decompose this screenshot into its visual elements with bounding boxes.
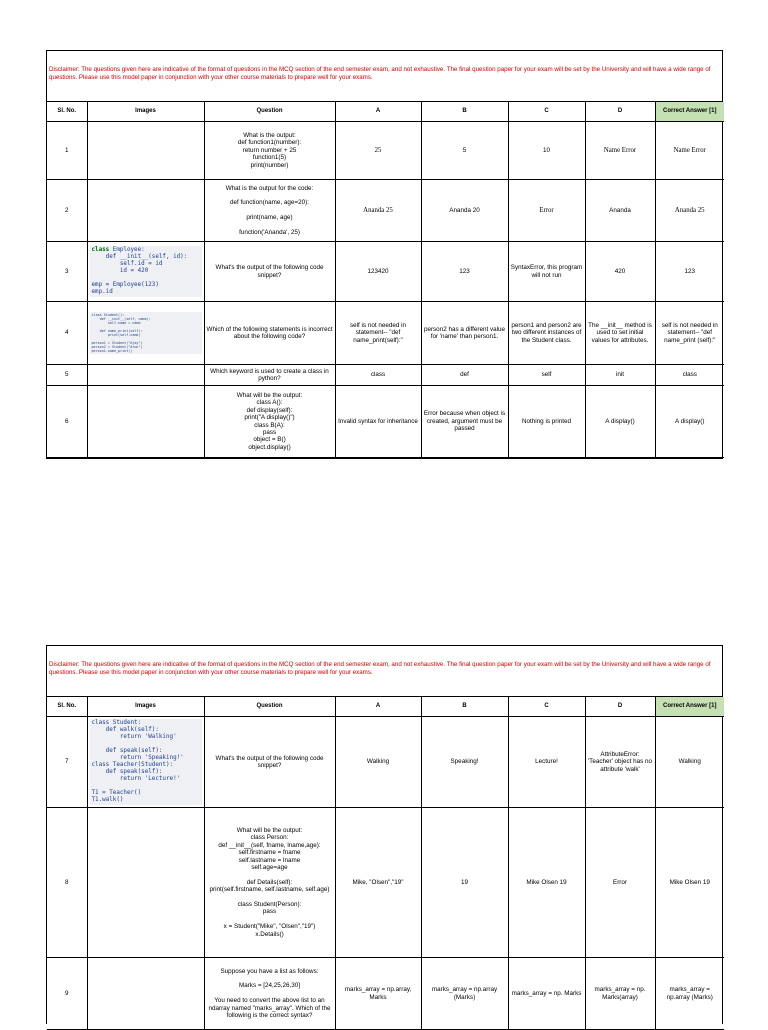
code-line: def speak(self): — [91, 769, 163, 775]
option-c: Nothing is printed — [508, 386, 585, 458]
image-cell — [87, 386, 204, 458]
code-line: person1 = Student("Ajay") — [91, 341, 143, 346]
image-cell — [87, 958, 204, 1030]
table-row — [47, 365, 724, 386]
question-line: x.Details() — [255, 930, 284, 938]
image-cell — [87, 122, 204, 180]
header-images: Images — [87, 102, 204, 122]
question-line: Suppose you have a list as follows: — [220, 967, 319, 975]
code-line: class Student: — [91, 720, 142, 726]
table-row — [47, 717, 724, 808]
header-d: D — [585, 697, 655, 717]
question-line: class B(A): — [254, 421, 285, 429]
option-c: self — [508, 365, 585, 386]
option-a: Mike, "Olsen","19" — [335, 808, 421, 958]
option-c: Lecture! — [508, 717, 585, 808]
question-cell: Which of the following statements is incorrect about the following code? — [204, 302, 335, 365]
code-line: class Student(): — [91, 312, 125, 317]
code-snippet-image — [90, 719, 202, 805]
code-snippet-image — [90, 312, 202, 355]
question-line: class Student(Person): — [237, 901, 302, 909]
question-line: pass — [262, 908, 277, 916]
image-cell — [87, 365, 204, 386]
correct-answer: class — [655, 365, 724, 386]
correct-answer: Name Error — [655, 122, 724, 180]
question-line: object = B() — [253, 436, 286, 444]
code-line: emp.id — [91, 289, 113, 295]
code-line: Employee: — [112, 247, 145, 253]
option-c: 10 — [508, 122, 585, 180]
sl-no: 8 — [47, 808, 87, 958]
header-a: A — [335, 102, 421, 122]
question-line: print(number) — [250, 161, 289, 169]
question-cell: What's the output of the following code snippet? — [204, 717, 335, 808]
option-c: Error — [508, 180, 585, 242]
table-row — [47, 302, 724, 365]
option-c: person1 and person2 are two different instances of the Student class. — [508, 302, 585, 365]
option-d: Name Error — [585, 122, 655, 180]
header-correct-answer: Correct Answer [1] — [655, 102, 724, 122]
question-cell — [204, 808, 335, 958]
code-line: return 'Lecture!' — [91, 776, 181, 782]
question-line: class Person: — [250, 834, 289, 842]
option-a: marks_array = np.array, Marks — [335, 958, 421, 1030]
spacer — [207, 222, 333, 229]
question-line: def display(self): — [246, 406, 293, 414]
spacer — [207, 990, 333, 997]
header-question: Question — [204, 697, 335, 717]
question-cell: What's the output of the following code snippet? — [204, 242, 335, 302]
question-cell — [204, 122, 335, 180]
question-line: What will be the output: — [236, 826, 303, 834]
table-row — [47, 180, 724, 242]
question-cell — [204, 386, 335, 458]
option-a: self is not needed in statement-- "def name_print(self):" — [335, 302, 421, 365]
sl-no: 3 — [47, 242, 87, 302]
code-snippet-image: class Employee: def __init__(self, id): self.id = id id = 420 emp = Employee(123) emp.id — [90, 246, 202, 297]
option-b: Ananda 20 — [421, 180, 508, 242]
option-b: marks_array = np.array (Marks) — [421, 958, 508, 1030]
mcq-table-2 — [47, 697, 724, 1030]
spacer — [207, 192, 333, 199]
header-a: A — [335, 697, 421, 717]
question-line: print("A display()") — [244, 414, 295, 422]
header-c: C — [508, 102, 585, 122]
header-c: C — [508, 697, 585, 717]
spacer — [207, 871, 333, 878]
image-cell — [87, 180, 204, 242]
header-row — [47, 697, 724, 717]
option-d: marks_array = np. Marks(array) — [585, 958, 655, 1030]
image-cell — [87, 242, 204, 302]
spacer — [207, 975, 333, 982]
header-sl: Sl. No. — [47, 102, 87, 122]
question-cell — [204, 180, 335, 242]
code-line: person2 = Student("Arun") — [91, 345, 143, 350]
question-line: def function(name, age=20): — [230, 199, 309, 207]
code-line: def walk(self): — [91, 727, 159, 733]
question-line: self.firstname = fname — [238, 849, 301, 857]
code-line: def __init__(self, id): — [91, 254, 188, 260]
option-d: A display() — [585, 386, 655, 458]
question-line: pass — [262, 428, 277, 436]
option-b: person2 has a different value for 'name' than person1. — [421, 302, 508, 365]
sl-no: 7 — [47, 717, 87, 808]
header-question: Question — [204, 102, 335, 122]
question-line: What is the output: — [243, 131, 296, 139]
disclaimer: Disclaimer: The questions given here are indicative of the format of questions in the MCQ section of the end semester exam, and not exhaustive. The final question paper for your exam will be set by the University and will have a wide range of questions. Please use this model paper in conjunction with your other course materials to prepare well for your exams. — [47, 51, 722, 102]
sl-no: 6 — [47, 386, 87, 458]
header-d: D — [585, 102, 655, 122]
question-line: What will be the output: — [236, 391, 303, 399]
image-cell — [87, 717, 204, 808]
sl-no: 1 — [47, 122, 87, 180]
image-cell — [87, 302, 204, 365]
option-d: 420 — [585, 242, 655, 302]
header-b: B — [421, 697, 508, 717]
code-line: self.name = name — [91, 320, 141, 325]
question-line: Marks = [24,25,26,30] — [238, 982, 301, 990]
code-line: def name_print(self): — [91, 328, 143, 333]
correct-answer: 123 — [655, 242, 724, 302]
option-d: init — [585, 365, 655, 386]
mcq-table-1 — [47, 102, 724, 458]
option-d: The __init__ method is used to set initial values for attributes. — [585, 302, 655, 365]
question-line: x = Student("Mike", "Olsen","19") — [223, 923, 316, 931]
question-line: function('Ananda', 25) — [239, 229, 300, 237]
spacer — [207, 916, 333, 923]
question-cell: Which keyword is used to create a class in python? — [204, 365, 335, 386]
code-line: T1 = Teacher() — [91, 790, 142, 796]
spacer — [207, 894, 333, 901]
option-d: Error — [585, 808, 655, 958]
correct-answer: marks_array = np.array (Marks) — [655, 958, 724, 1030]
question-line: self.lastname = lname — [238, 856, 301, 864]
question-line: def function1(number): — [237, 139, 302, 147]
header-sl: Sl. No. — [47, 697, 87, 717]
question-line: def Details(self): — [246, 878, 293, 886]
table-row — [47, 958, 724, 1030]
code-line: return 'Speaking!' — [91, 755, 184, 761]
header-images: Images — [87, 697, 204, 717]
table-row — [47, 242, 724, 302]
option-c: marks_array = np. Marks — [508, 958, 585, 1030]
code-line: return 'Walking' — [91, 734, 177, 740]
correct-answer: A display() — [655, 386, 724, 458]
image-cell — [87, 808, 204, 958]
option-b: 123 — [421, 242, 508, 302]
option-b: def — [421, 365, 508, 386]
correct-answer: Walking — [655, 717, 724, 808]
exam-sheet-2 — [46, 645, 723, 1024]
option-d: Ananda — [585, 180, 655, 242]
sl-no: 4 — [47, 302, 87, 365]
code-line: self.id = id — [91, 261, 163, 267]
header-row — [47, 102, 724, 122]
code-line: emp = Employee(123) — [91, 282, 159, 288]
disclaimer: Disclaimer: The questions given here are indicative of the format of questions in the MCQ section of the end semester exam, and not exhaustive. The final question paper for your exam will be set by the University and will have a wide range of questions. Please use this model paper in conjunction with your other course materials to prepare well for your exams. — [47, 646, 722, 697]
code-line: class Teacher(Student): — [91, 762, 174, 768]
code-line: print(self.name) — [91, 333, 141, 337]
question-cell — [204, 958, 335, 1030]
sl-no: 5 — [47, 365, 87, 386]
option-a: class — [335, 365, 421, 386]
question-line: class A(): — [256, 399, 283, 407]
option-b: 19 — [421, 808, 508, 958]
question-line: What is the output for the code: — [225, 184, 314, 192]
correct-answer: self is not needed in statement-- "def name_print (self):" — [655, 302, 724, 365]
option-d: AttributeError: 'Teacher' object has no attribute 'walk' — [585, 717, 655, 808]
table-row — [47, 122, 724, 180]
sl-no: 9 — [47, 958, 87, 1030]
question-line: def __init__(self, fname, lname,age): — [218, 841, 321, 849]
option-a: 123420 — [335, 242, 421, 302]
table-row — [47, 808, 724, 958]
code-line: T1.walk() — [91, 797, 124, 803]
question-line: self.age=age — [251, 863, 288, 871]
question-line: print(name, age) — [246, 214, 293, 222]
option-b: Error because when object is created, argument must be passed — [421, 386, 508, 458]
header-correct-answer: Correct Answer [1] — [655, 697, 724, 717]
option-a: Ananda 25 — [335, 180, 421, 242]
option-a: Invalid syntax for inheritance — [335, 386, 421, 458]
option-b: Speaking! — [421, 717, 508, 808]
option-c: Mike Olsen 19 — [508, 808, 585, 958]
question-line: print(self.firstname, self.lastname, self.age) — [209, 886, 330, 894]
code-line: id = 420 — [91, 268, 149, 274]
header-b: B — [421, 102, 508, 122]
correct-answer: Ananda 25 — [655, 180, 724, 242]
question-line: object.display() — [248, 443, 291, 451]
code-line: def __init__(self, name): — [91, 316, 151, 321]
option-b: 5 — [421, 122, 508, 180]
question-line: function1(5) — [252, 154, 287, 162]
option-a: Walking — [335, 717, 421, 808]
sl-no: 2 — [47, 180, 87, 242]
question-line: You need to convert the above list to an ndarray named "marks_array". Which of the following is the correct syntax? — [208, 997, 331, 1020]
table-row — [47, 386, 724, 458]
question-line: return number + 25 — [242, 146, 297, 154]
spacer — [207, 207, 333, 214]
code-line: person1.name_print() — [91, 349, 133, 354]
correct-answer: Mike Olsen 19 — [655, 808, 724, 958]
option-a: 25 — [335, 122, 421, 180]
code-line: def speak(self): — [91, 748, 163, 754]
exam-sheet-1 — [46, 50, 723, 459]
option-c: SyntaxError, this program will not run — [508, 242, 585, 302]
